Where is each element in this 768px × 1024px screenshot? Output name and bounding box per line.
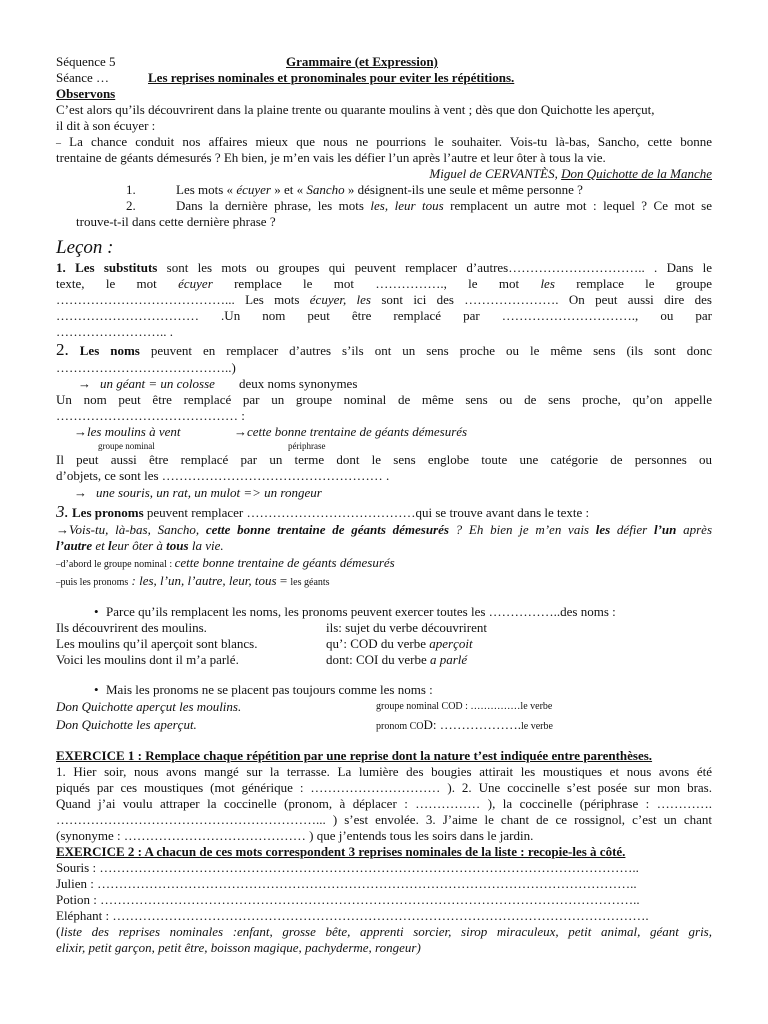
exercise-1-line-3: Quand j’ai voulu attraper la coccinelle (pronom, à déplacer : …………… ), la coccinelle (périphrase : …………. [56, 796, 712, 811]
substituts-line-5: …………………….. . [56, 324, 173, 339]
s3-pronoun-leur-l: l [108, 538, 112, 553]
example-synonyms-note: deux noms synonymes [238, 376, 358, 391]
pronoms-note-2 [56, 572, 712, 590]
observons-line-3 [56, 134, 712, 150]
note-periphrase: périphrase [288, 441, 326, 451]
q2-text-b: remplacent un autre mot : lequel ? Ce mot se [443, 198, 712, 213]
s3-ex2-f: la vie. [188, 538, 224, 553]
s1-word-les: les [540, 276, 555, 291]
note-2-referent: les géants [290, 577, 330, 588]
observons-line-2: il dit à son écuyer : [56, 118, 156, 133]
s3-pronoun-tous: tous [166, 538, 189, 553]
substituts-text-1: sont les mots ou groupes qui peuvent remplacer d’autres………………………….. . Dans le [157, 260, 713, 275]
q1-text-a: Les mots « [176, 182, 237, 197]
s1-t3b: sont ici des …………………. On peut aussi dire des [371, 292, 712, 307]
header-row-1 [56, 54, 712, 70]
section-1-label: Les substituts [75, 260, 158, 275]
function-row-2 [56, 636, 712, 652]
note-2-equals: = [276, 573, 291, 588]
noms-line-2: …………………………………..) [56, 360, 236, 375]
function-3-verb: a parlé [429, 652, 468, 667]
exercise-2-list-line-2: elixir, petit garçon, petit être, boisson magique, pachyderme, rongeur) [56, 940, 421, 955]
function-2-verb: aperçoit [429, 636, 473, 651]
section-2-label: Les noms [79, 343, 140, 358]
function-1-analysis: ils: sujet du verbe découvrirent [326, 620, 488, 635]
substituts-line-2 [56, 276, 712, 292]
placement-2-blank: D: ………………. [423, 717, 521, 732]
lecon-title: Leçon : [56, 237, 114, 258]
s1-words: écuyer, les [309, 292, 371, 307]
pronoms-line-1 [56, 502, 712, 522]
note-dash: – [56, 577, 61, 587]
function-row-3 [56, 652, 712, 668]
placement-2-analysis [376, 716, 553, 736]
noms-line-4: …………………………………… : [56, 408, 245, 423]
s1-t2b: remplace le mot ……………., le mot [212, 276, 541, 291]
sequence-label: Séquence 5 [56, 54, 116, 69]
noms-line-6: d’objets, ce sont les …………………………………………… . [56, 468, 390, 483]
noms-example-3 [56, 484, 712, 502]
bullet-placement: • Mais les pronoms ne se placent pas toujours comme les noms : [56, 682, 712, 698]
citation-work: Don Quichotte de la Manche [561, 166, 712, 181]
observons-heading: Observons [56, 86, 116, 101]
header-row-2 [56, 70, 712, 86]
question-1 [56, 182, 712, 198]
exercise-2-item: Souris : …………………………………………………………………………………………………………….. [56, 860, 639, 875]
note-2-pronouns: : les, l’un, l’autre, leur, tous [128, 573, 277, 588]
s3-ex2-b: et [92, 538, 109, 553]
section-1-number: 1. [56, 260, 66, 275]
arrow-icon: → [234, 424, 247, 439]
arrow-icon: → [56, 522, 69, 537]
example-synonyms: un géant = un colosse [100, 376, 215, 391]
placement-2-sentence: Don Quichotte les aperçut. [56, 717, 197, 732]
noms-line-1 [56, 340, 712, 360]
s3-pronoun-les: les [595, 522, 611, 537]
placement-2-verb: le verbe [521, 721, 553, 732]
arrow-icon: → [78, 376, 91, 391]
exercise-1-line-4: ……………………………………………………... ) s’est envolée. 3. J’aime le chant de ce rossignol, c’est un chant [56, 812, 712, 827]
question-2-line-2: trouve-t-il dans cette dernière phrase ? [76, 214, 276, 229]
placement-row-1 [56, 698, 712, 716]
seance-label: Séance … [56, 70, 110, 85]
function-3-analysis [326, 652, 467, 668]
q2-text-a: Dans la dernière phrase, les mots [176, 198, 371, 213]
question-2-number: 2. [126, 198, 136, 213]
function-row-1 [56, 620, 712, 636]
exercise-2-item: Eléphant : ……………………………………………………………………………………………………………. [56, 908, 649, 923]
function-2-analysis [326, 636, 473, 652]
question-2 [56, 198, 712, 214]
noms-example-2 [56, 424, 712, 440]
function-1-sentence: Ils découvrirent des moulins. [56, 620, 207, 635]
s3-ex-c: ? Eh bien je m’en vais [448, 522, 596, 537]
note-1-gn: cette bonne trentaine de géants démesurés [174, 555, 395, 570]
exercise-1-line-1: 1. Hier soir, nous avons mangé sur la terrasse. La lumière des bougies attirait les moustiques et nous avons été [56, 764, 712, 779]
section-3-label: Les pronoms [72, 505, 144, 520]
s3-ex-a: Vois-tu, là-bas, Sancho, [69, 522, 206, 537]
exercise-2-list-line-1 [56, 924, 712, 940]
note-2-label: puis les pronoms [60, 577, 129, 588]
arrow-icon: → [74, 424, 87, 439]
noms-example-1 [56, 376, 712, 392]
exercise-2-title: EXERCICE 2 : A chacun de ces mots correspondent 3 reprises nominales de la liste : recopie-les à côté. [56, 844, 626, 859]
placement-2-label: pronom CO [376, 721, 424, 732]
noms-example-2-notes [56, 440, 712, 452]
function-3-label: dont: COI du verbe [326, 652, 430, 667]
arrow-icon: → [74, 485, 87, 500]
s3-ex2-d: eur ôter à [111, 538, 167, 553]
q1-word-1: écuyer [236, 182, 271, 197]
pronoms-text-1: peuvent remplacer …………………………………qui se trouve avant dans le texte : [143, 505, 590, 520]
exercise-1-title: EXERCICE 1 : Remplace chaque répétition par une reprise dont la nature t’est indiquée entre parenthèses. [56, 748, 653, 763]
subject-title: Grammaire (et Expression) [286, 54, 438, 69]
example-periphrase: cette bonne trentaine de géants démesurés [247, 424, 468, 439]
note-1-label: d’abord le groupe nominal : [60, 559, 175, 570]
section-2-number: 2. [56, 340, 69, 359]
lesson-title: Les reprises nominales et pronominales pour eviter les répétitions. [148, 70, 515, 85]
function-3-sentence: Voici les moulins dont il m’a parlé. [56, 652, 239, 667]
exercise-1-line-2: piqués par ces moustiques (mot générique : ………………………… ). 2. Une coccinelle s’est posée sur mon bras. [56, 780, 712, 795]
s1-t2a: texte, le mot [56, 276, 179, 291]
section-3-number: 3. [56, 502, 69, 521]
observons-line-3-text: La chance conduit nos affaires mieux que nous ne pourrions le souhaiter. Vois-tu là-bas, Sancho, cette bonne [69, 134, 712, 149]
s3-pronoun-lautre: l’autre [56, 538, 93, 553]
s1-word-ecuyer: écuyer [178, 276, 213, 291]
note-dash: – [56, 559, 61, 569]
placement-1-analysis: groupe nominal COD : ……………le verbe [376, 701, 553, 712]
pronoms-example-line-1 [56, 522, 712, 538]
pronoms-note-1 [56, 554, 712, 572]
substituts-line-4: …………………………… .Un nom peut être remplacé par …………………………., ou par [56, 308, 712, 323]
example-generic: une souris, un rat, un mulot => un rongeur [96, 485, 322, 500]
s3-ex-e: défier [610, 522, 654, 537]
exercise-2-item: Julien : …………………………………………………………………………………………………………….. [56, 876, 637, 891]
pronoms-example-line-2 [56, 538, 712, 554]
observons-line-1: C’est alors qu’ils découvrirent dans la plaine trente ou quarante moulins à vent ; dès que don Quichotte les aperçut, [56, 102, 655, 117]
s3-pronoun-lun: l’un [653, 522, 677, 537]
noms-line-3: Un nom peut être remplacé par un groupe nominal de même sens ou de sens proche, qu’on appelle [56, 392, 712, 407]
noms-line-5: Il peut aussi être remplacé par un terme dont le sens englobe toute une catégorie de personnes ou [56, 452, 712, 467]
s1-t3a: …………………………………... Les mots [56, 292, 310, 307]
example-gn: les moulins à vent [87, 424, 181, 439]
list-text-1: liste des reprises nominales :enfant, grosse bête, apprenti sorcier, sirop miraculeux, petit animal, géant gris, [60, 924, 712, 939]
citation-author: Miguel de CERVANTÈS, [429, 166, 562, 181]
q1-text-b: » et « [270, 182, 307, 197]
observons-line-4: trentaine de géants démesurés ? Eh bien, je m’en vais les défier l’un après l’autre et leur ôter à tous la vie. [56, 150, 606, 165]
function-2-sentence: Les moulins qu’il aperçoit sont blancs. [56, 636, 258, 651]
placement-row-2 [56, 716, 712, 734]
q1-text-c: » désignent-ils une seule et même personne ? [344, 182, 583, 197]
bullet-functions: • Parce qu’ils remplacent les noms, les pronoms peuvent exercer toutes les ……………..des noms : [56, 604, 712, 620]
substituts-line-3 [56, 292, 712, 308]
s1-t2c: remplace le groupe [554, 276, 712, 291]
exercise-1-line-5: (synonyme : …………………………………… ) que j’entends tous les soirs dans le jardin. [56, 828, 534, 843]
function-2-label: qu’: COD du verbe [326, 636, 430, 651]
dialogue-dash: – [56, 138, 61, 149]
exercise-2-item: Potion : …………………………………………………………………………………………………………….. [56, 892, 640, 907]
q1-word-2: Sancho [306, 182, 345, 197]
s3-ex-gn: cette bonne trentaine de géants démesurés [205, 522, 449, 537]
note-gn: groupe nominal [98, 441, 155, 451]
q2-words: les, leur tous [370, 198, 444, 213]
placement-1-sentence: Don Quichotte aperçut les moulins. [56, 699, 242, 714]
noms-text-1: peuvent en remplacer d’autres s’ils ont un sens proche ou le même sens (ils sont donc [139, 343, 713, 358]
list-paren: ( [56, 924, 61, 939]
example-periphrase-wrap [234, 424, 467, 440]
s3-ex-g: après [676, 522, 713, 537]
citation [56, 166, 712, 182]
substituts-line-1 [56, 260, 712, 276]
question-1-number: 1. [126, 182, 136, 197]
